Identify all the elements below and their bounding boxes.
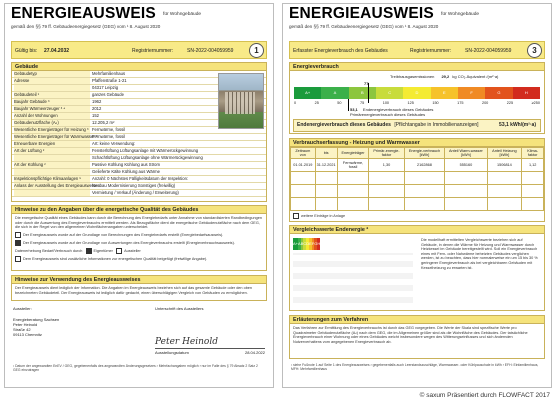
table-cell xyxy=(337,185,369,198)
energy-class-band: D xyxy=(403,87,430,99)
checkbox-issuer[interactable] xyxy=(116,248,122,254)
building-row xyxy=(12,134,266,141)
table-cell xyxy=(445,185,487,198)
table-cell: 01.01.2019 xyxy=(291,159,316,172)
table-header-cell: Energie-verbrauch [kWh] xyxy=(404,148,445,159)
table-cell xyxy=(315,198,337,211)
table-cell xyxy=(369,198,404,211)
scale-tick: 200 xyxy=(481,101,489,105)
building-row-key: Wesentliche Energieträger für Warmwasser ³ xyxy=(14,134,98,139)
emission-row xyxy=(390,74,498,79)
comparison-class-band: A xyxy=(298,238,301,250)
building-row-key: Art der Kühlung ² xyxy=(14,162,90,168)
energy-class-band: H xyxy=(513,87,540,99)
comparison-class-band: H xyxy=(317,238,320,250)
energy-class-band: E xyxy=(431,87,458,99)
table-cell xyxy=(291,172,316,185)
table-header-cell: Klima-faktor xyxy=(522,148,544,159)
extra-info xyxy=(12,256,266,264)
building-row-value: 2012 xyxy=(92,106,102,111)
building-row xyxy=(12,183,266,190)
signature-date-label: Ausstellungsdatum xyxy=(155,350,189,355)
certificate-subtitle: für Wohngebäude xyxy=(441,12,480,17)
building-row xyxy=(12,155,266,162)
issuer-option: Aussteller xyxy=(124,248,141,253)
building-row-value: Gelieferte Kälte Kühlung aus Wärme xyxy=(92,169,160,174)
registration-number: SN-2022-004059959 xyxy=(465,48,512,54)
building-row-value: 152 xyxy=(92,113,99,118)
quality-notes-section xyxy=(11,205,267,271)
issuer-block xyxy=(13,306,133,337)
building-row xyxy=(12,176,266,183)
table-cell: 555160 xyxy=(445,159,487,172)
comparison-illustration xyxy=(293,253,413,303)
building-row-value: Neubau Modernisierung Sonstiges (freiwillig) xyxy=(92,183,176,188)
consumption-table xyxy=(290,147,544,211)
marker-bottom-value: 53,1 xyxy=(350,107,358,112)
page-3-footnotes: ¹ siehe Fußnote 1 auf Seite 1 des Energieausweises ² gegebenenfalls auch Leerstandszuschläge, Warmwasser- oder Kühlpauschale in kWh ³ EFH: Einfamilienhaus, MFH: Mehrfamilienhaus xyxy=(291,363,539,371)
table-cell xyxy=(291,185,316,198)
building-row-key: Baujahr Wärmeerzeuger ³ ⁴ xyxy=(14,106,90,112)
building-row-key xyxy=(14,85,90,91)
usage-notes-heading: Hinweise zur Verwendung des Energieausweises xyxy=(12,276,266,284)
certificate-subtitle: für Wohngebäude xyxy=(163,12,202,17)
comparison-scale xyxy=(293,238,413,250)
building-row xyxy=(12,169,266,176)
validity-bar xyxy=(11,41,267,59)
building-row-value: Fernwärme, fossil xyxy=(92,134,126,139)
final-energy-note: [Pflichtangabe in Immobilienanzeigen] xyxy=(394,122,479,128)
comparison-class-band: G xyxy=(314,238,317,250)
comparison-class-band: D xyxy=(306,238,309,250)
comparison-class-band: E xyxy=(309,238,312,250)
building-section xyxy=(11,62,267,202)
table-header-row xyxy=(291,148,544,159)
valid-date: 27.04.2032 xyxy=(44,48,70,54)
building-row-key: Gebäudenutzfläche (Aₙ) xyxy=(14,120,90,126)
registration-label: Registriernummer: xyxy=(410,48,452,54)
table-cell: 1506814 xyxy=(487,159,522,172)
extra-info-text: Dem Energieausweis sind zusätzliche Informationen zur energetischen Qualität beigefügt (freiwillige Angabe). xyxy=(23,256,208,261)
scale-tick: 225 xyxy=(506,101,514,105)
building-row-value: Mehrfamilienhaus xyxy=(92,71,126,76)
building-row xyxy=(12,190,266,197)
legal-basis: gemäß den §§ 79 ff. Gebäudeenergiegesetz (GEG) vom ¹ 8. August 2020 xyxy=(11,24,161,29)
usage-notes-text: Der Energieausweis dient lediglich der Information. Die Angaben im Energieausweis beziehen sich auf das gesamte Gebäude oder den oben bezeichneten Gebäudeteil. Der Energieausweis ist lediglich dafür gedacht, einen überschlägigen Vergleich von Gebäuden zu ermöglichen. xyxy=(15,286,253,295)
table-row-empty xyxy=(291,185,544,198)
signature: Peter Heinold xyxy=(155,337,218,347)
option-demand-text: Der Energieausweis wurde auf der Grundlage von Berechnungen des Energiebedarfs erstellt (Energiebedarfsausweis). xyxy=(23,232,224,237)
table-header-cell: Energieträger xyxy=(337,148,369,159)
building-row-value: Vermietung / Verkauf (Änderung / Erweiterung) xyxy=(92,190,179,195)
explanation-text: Das Verfahren zur Ermittlung des Energieverbrauchs ist durch das GEG vorgegeben. Die Werte der Skala sind spezifische Werte pro Quadratmeter Gebäudenutzfläche (Aₙ) nach dem GEG, die im Allgemeinen größer sind als die Wohnfläche des Gebäudes. Der tatsächliche Energieverbrauch einer Wohnung oder eines Gebäudes weicht insbesondere wegen des Witterungseinflusses und sich ändernden Nutzerverhaltens vom angegebenen Energieverbrauch ab. xyxy=(293,326,528,344)
scale-axis xyxy=(294,101,540,105)
building-row-key: Baujahr Gebäude ³ xyxy=(14,99,90,105)
scale-tick: 125 xyxy=(407,101,414,105)
table-note-text: weitere Einträge in Anlage xyxy=(301,214,346,218)
consumption-heading: Energieverbrauch xyxy=(290,63,544,71)
energy-certificate-page-1 xyxy=(4,3,274,388)
table-cell xyxy=(404,172,445,185)
table-header-cell: Zeitraum von xyxy=(291,148,316,159)
comparison-class-band: C xyxy=(303,238,306,250)
building-row-key xyxy=(14,155,90,161)
table-row xyxy=(291,159,544,172)
registration-label: Registriernummer: xyxy=(132,48,174,54)
building-row-key: Adresse xyxy=(14,78,90,84)
page-number-badge: 3 xyxy=(527,43,542,58)
signature-date: 28.04.2022 xyxy=(244,350,265,355)
registration-number: SN-2022-004059959 xyxy=(187,48,234,54)
building-photo xyxy=(218,73,264,129)
issuer-heading: Aussteller: xyxy=(13,306,32,311)
building-row-key: Art der Lüftung ² xyxy=(14,148,90,154)
scale-tick: 150 xyxy=(432,101,439,105)
table-cell xyxy=(487,198,522,211)
building-row-value: Fensterlüftung Lüftungsanlage mit Wärmerückgewinnung xyxy=(92,148,199,153)
primary-energy-label: Primärenergieverbrauch dieses Gebäudes xyxy=(350,112,426,117)
data-collection-label: Datenerhebung Bedarf/Verbrauch durch xyxy=(15,248,83,253)
usage-notes-section xyxy=(11,275,267,301)
emission-value: 29,2 xyxy=(441,74,450,79)
scale-tick: 0 xyxy=(294,101,297,105)
table-cell: Fernwärme, fossil xyxy=(337,159,369,172)
comparison-class-band: B xyxy=(301,238,304,250)
energy-certificate-page-3 xyxy=(282,3,552,388)
table-cell xyxy=(404,185,445,198)
comparison-heading: Vergleichswerte Endenergie ² xyxy=(290,226,544,234)
energy-scale xyxy=(294,87,540,99)
checkbox-extra-info[interactable] xyxy=(15,256,21,262)
issuer-line: Energieberatung Sachsen xyxy=(13,317,60,322)
signature-date-row xyxy=(155,348,265,355)
building-row-value: Art: keine Verwendung: xyxy=(92,141,136,146)
issuer-line: Peter Heinold xyxy=(13,322,38,327)
building-row-value: Pfaffenstraße 1-21 xyxy=(92,78,127,83)
page-1-footnotes: ¹ Datum der angewandten EnEV / GEG, gegebenenfalls des angewandten Änderungsgesetzes ² Mehrfachangaben möglich ³ nur im Falle des § 79 Absatz 2 Satz 2 GEG einzutragen xyxy=(13,364,258,372)
comparison-class-band: F xyxy=(312,238,314,250)
primary-marker xyxy=(368,83,369,103)
building-row-key xyxy=(14,190,90,196)
credit-line: © saxum Präsentiert durch FLOWFACT 2017 xyxy=(419,392,550,399)
certificate-title: ENERGIEAUSWEIS xyxy=(11,5,156,22)
building-row-value: Passive Kühlung Kühlung aus Strom xyxy=(92,162,160,167)
table-cell: 1,30 xyxy=(369,159,404,172)
comparison-section xyxy=(289,225,545,311)
final-energy-box xyxy=(293,119,541,132)
building-row-key: Gebäudeteil ¹ xyxy=(14,92,90,98)
table-cell xyxy=(522,185,544,198)
explanation-section xyxy=(289,315,545,359)
checkbox-demand[interactable] xyxy=(15,232,21,238)
table-cell xyxy=(487,185,522,198)
final-energy-value: 53,1 kWh/(m²·a) xyxy=(499,122,536,128)
table-body xyxy=(291,159,544,211)
building-row-key: Wesentliche Energieträger für Heizung ³ xyxy=(14,127,89,132)
comparison-text: Die modellhaft ermittelten Vergleichswerte beziehen sich auf Gebäude, in denen die Wärme für Heizung und Warmwasser durch Heizkessel im Gebäude bereitgestellt wird. Soll ein Energieverbrauch eines mit Fern- oder Nahwärme beheizten Gebäudes verglichen werden, ist zu beachten, dass hier normalerweise ein um 15 bis 30 % geringerer Energieverbrauch als bei vergleichbaren Gebäuden mit Kesselheizung zu erwarten ist. xyxy=(421,238,538,270)
table-cell xyxy=(522,172,544,185)
checkbox-owner[interactable] xyxy=(86,248,92,254)
table-cell xyxy=(369,172,404,185)
table-header-cell: bis xyxy=(315,148,337,159)
energy-class-band: F xyxy=(458,87,485,99)
quality-notes-text: Die energetische Qualität eines Gebäudes kann durch die Berechnung des Energiebedarfs unter Annahme von standardisierten Randbedingungen oder durch die Auswertung des Energieverbrauchs ermittelt werden. Als Bezugsfläche dient die energetische Gebäudenutzfläche nach dem GEG, die sich in der Regel von den allgemeinen Wohnflächenangaben unterscheidet. xyxy=(15,216,262,230)
energy-class-band: G xyxy=(485,87,512,99)
table-cell xyxy=(315,172,337,185)
legal-basis: gemäß den §§ 79 ff. Gebäudeenergiegesetz (GEG) vom ¹ 8. August 2020 xyxy=(289,24,439,29)
table-cell: 1,12 xyxy=(522,159,544,172)
scale-tick: 100 xyxy=(382,101,390,105)
building-row-value: 04317 Leipzig xyxy=(92,85,119,90)
page-header xyxy=(5,4,273,32)
scale-tick: 50 xyxy=(337,101,342,105)
energy-class-band: C xyxy=(376,87,403,99)
data-collection xyxy=(12,248,266,256)
table-row-empty xyxy=(291,198,544,211)
scale-tick: 75 xyxy=(360,101,365,105)
building-row-value: Fernwärme, fossil xyxy=(92,127,126,132)
building-row-value: Schachtlüftung Lüftungsanlage ohne Wärmerückgewinnung xyxy=(92,155,203,160)
building-row xyxy=(12,148,266,155)
owner-option: Eigentümer xyxy=(93,248,113,253)
table-cell xyxy=(291,198,316,211)
building-row-value: ganzes Gebäude xyxy=(92,92,124,97)
page-number-badge: 1 xyxy=(249,43,264,58)
valid-label: Gültig bis: xyxy=(15,48,38,54)
emission-label: Treibhausgasemissionen xyxy=(390,74,435,79)
issuer-line: Straße 42 xyxy=(13,327,31,332)
certificate-title: ENERGIEAUSWEIS xyxy=(289,5,434,22)
issuer-address xyxy=(13,317,133,337)
table-row-empty xyxy=(291,172,544,185)
energy-class-band: A+ xyxy=(294,87,321,99)
table-cell xyxy=(315,185,337,198)
comparison-class-band: A+ xyxy=(293,238,298,250)
quality-notes-heading: Hinweise zu den Angaben über die energetische Qualität des Gebäudes xyxy=(12,206,266,214)
scale-tick: 175 xyxy=(457,101,464,105)
scale-tick: ≥250 xyxy=(531,101,540,105)
consumption-info-bar xyxy=(289,41,545,59)
table-cell xyxy=(522,198,544,211)
energy-class-band: B xyxy=(349,87,376,99)
explanation-heading: Erläuterungen zum Verfahren xyxy=(290,316,544,324)
table-header-cell: Anteil Heizung [kWh] xyxy=(487,148,522,159)
table-cell xyxy=(369,185,404,198)
signature-label: Unterschrift des Ausstellers xyxy=(155,306,204,311)
scale-tick: 25 xyxy=(314,101,319,105)
option-consumption-text: Der Energieausweis wurde auf der Grundlage von Auswertungen des Energieverbrauchs erstellt (Energieverbrauchsausweis). xyxy=(23,240,235,245)
final-energy-label: Endenergieverbrauch dieses Gebäudes xyxy=(297,122,391,128)
building-heading: Gebäude xyxy=(12,63,266,71)
marker-bottom-label: Endenergieverbrauch dieses Gebäudes xyxy=(362,107,434,112)
checkbox-more-entries[interactable] xyxy=(293,213,299,219)
emission-unit: kg CO₂-Äquivalent /(m²·a) xyxy=(452,74,499,79)
table-cell xyxy=(487,172,522,185)
building-row-key: Inspektionspflichtige Klimaanlagen ⁵ xyxy=(14,176,90,182)
issuer-line: 09113 Chemnitz xyxy=(13,332,42,337)
building-row-value: 1962 xyxy=(92,99,102,104)
table-cell xyxy=(445,172,487,185)
building-row xyxy=(12,162,266,169)
consumption-table-heading: Verbrauchserfassung - Heizung und Warmwasser xyxy=(290,139,544,147)
energy-class-band: A xyxy=(321,87,348,99)
building-row xyxy=(12,141,266,148)
table-cell: 31.12.2021 xyxy=(315,159,337,172)
table-cell: 2162868 xyxy=(404,159,445,172)
building-row-key xyxy=(14,169,90,175)
building-row-key: Erneuerbare Energien xyxy=(14,141,90,147)
table-note xyxy=(290,211,348,221)
signature-block xyxy=(155,306,265,355)
table-header-cell: Anteil Warm-wasser [kWh] xyxy=(445,148,487,159)
consumption-info-label: Erfasster Energieverbrauch des Gebäudes xyxy=(293,48,388,54)
building-row-value: Anzahl: 0 Nächstes Fälligkeitsdatum der Inspektion: xyxy=(92,176,189,181)
page-header xyxy=(283,4,551,32)
checkbox-consumption[interactable] xyxy=(15,240,21,246)
marker-top-value: 77 xyxy=(364,81,369,86)
table-cell xyxy=(337,198,369,211)
table-header-cell: Primär-energie-faktor xyxy=(369,148,404,159)
consumption-section xyxy=(289,62,545,134)
option-demand xyxy=(12,232,266,240)
building-row-key: Gebäudetyp xyxy=(14,71,90,77)
table-cell xyxy=(337,172,369,185)
table-cell xyxy=(404,198,445,211)
consumption-table-section xyxy=(289,138,545,222)
building-row-key: Anzahl der Wohnungen xyxy=(14,113,90,119)
building-row-key: Anlass der Ausstellung des Energieausweises xyxy=(14,183,100,188)
building-row-value: 12.205,2 m² xyxy=(92,120,115,125)
option-consumption xyxy=(12,240,266,248)
table-cell xyxy=(445,198,487,211)
